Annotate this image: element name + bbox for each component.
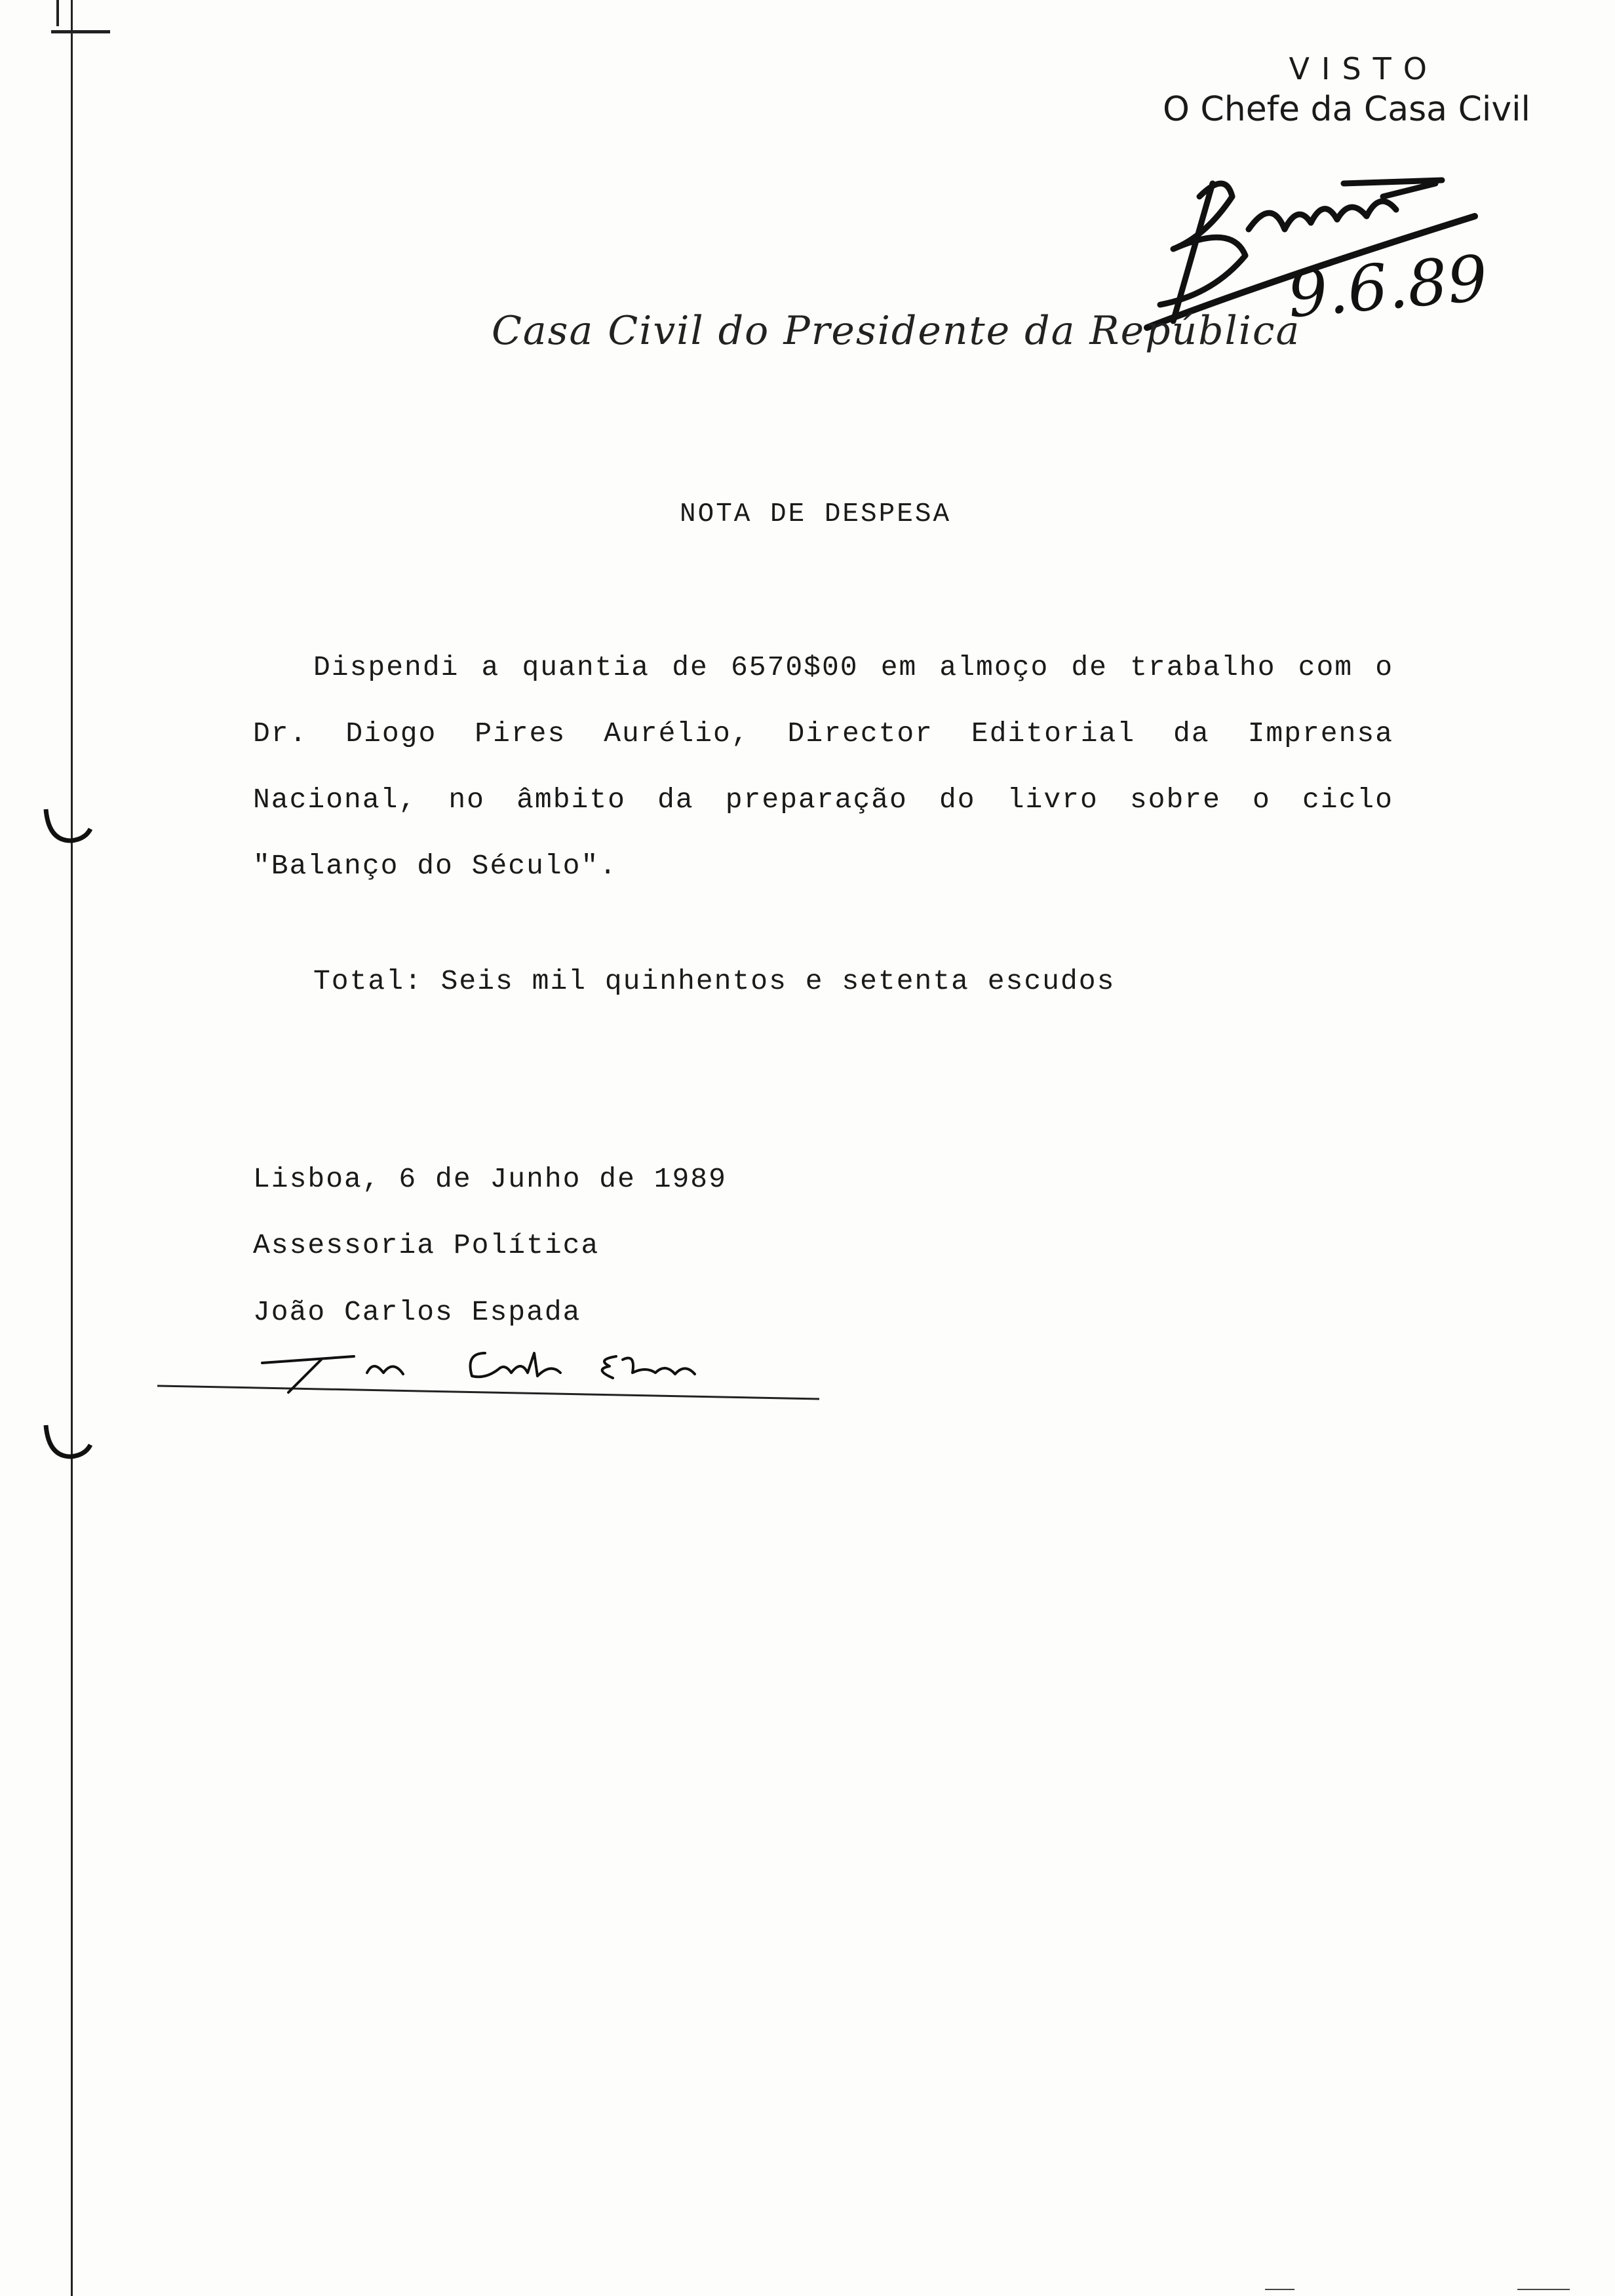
- author-name: João Carlos Espada: [253, 1296, 581, 1328]
- visa-date: 9.6.89: [1285, 241, 1490, 332]
- binder-rule: [71, 0, 73, 2296]
- place-and-date: Lisboa, 6 de Junho de 1989: [253, 1163, 727, 1195]
- binder-mark: [56, 0, 59, 26]
- letterhead: Casa Civil do Presidente da República: [492, 308, 1301, 354]
- department-name: Assessoria Política: [253, 1229, 600, 1261]
- stamp-visto-label: VISTO: [1289, 51, 1439, 86]
- total-amount: Total: Seis mil quinhentos e setenta escudos: [313, 965, 1116, 997]
- expense-paragraph: Dispendi a quantia de 6570$00 em almoço de trabalho com o Dr. Diogo Pires Aurélio, Director Editorial da Imprensa Nacional, no âmbito da preparação do livro sobre o ciclo "Balanço do Século".: [253, 651, 1393, 882]
- punch-hole-icon: [41, 803, 93, 849]
- punch-hole-icon: [41, 1419, 93, 1464]
- document-title: NOTA DE DESPESA: [680, 499, 952, 529]
- edge-mark: [1265, 2289, 1294, 2290]
- edge-mark: [1517, 2289, 1570, 2290]
- stamp-chefe-label: O Chefe da Casa Civil: [1162, 90, 1530, 129]
- author-signature: [157, 1333, 826, 1406]
- binder-mark: [51, 30, 110, 33]
- visto-stamp: [1144, 51, 1550, 132]
